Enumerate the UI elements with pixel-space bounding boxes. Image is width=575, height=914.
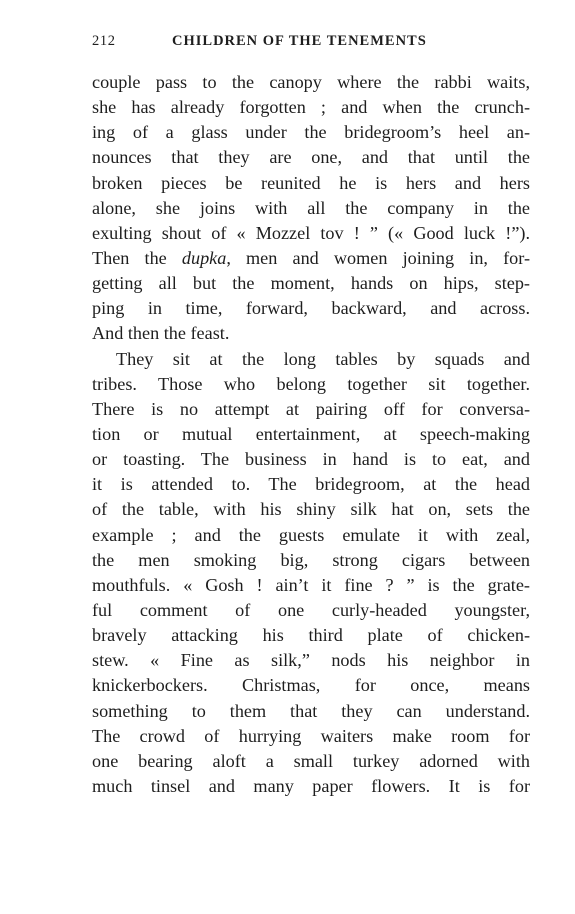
text-line: she has already forgotten ; and when the crunch-	[92, 97, 530, 118]
text-line: alone, she joins with all the company in the	[92, 197, 530, 218]
text-line: bravely attacking his third plate of chicken-	[92, 625, 530, 646]
text-line: The crowd of hurrying waiters make room for	[92, 725, 530, 746]
body-text	[92, 70, 530, 799]
italic-word: dupka	[181, 247, 227, 268]
text-line: much tinsel and many paper flowers. It is for	[92, 775, 530, 796]
text-line: ful comment of one curly-headed youngster,	[92, 599, 530, 620]
running-head: CHILDREN OF THE TENEMENTS	[172, 33, 427, 49]
text-line: knickerbockers. Christmas, for once, means	[92, 675, 530, 696]
text-line: or toasting. The business in hand is to eat, and	[92, 449, 530, 470]
text-line: ing of a glass under the bridegroom’s heel an-	[92, 122, 530, 143]
text-segment: Then the	[92, 247, 182, 268]
text-line: of the table, with his shiny silk hat on, sets the	[92, 499, 530, 520]
text-segment: , men and women joining in, for-	[226, 247, 530, 268]
text-line: ping in time, forward, backward, and across.	[92, 298, 530, 319]
text-line: broken pieces be reunited he is hers and hers	[92, 172, 530, 193]
text-line: couple pass to the canopy where the rabbi waits,	[92, 72, 530, 92]
text-line: exulting shout of « Mozzel tov ! ” (« Good luck !”).	[92, 222, 530, 243]
text-line	[92, 246, 530, 271]
text-line: it is attended to. The bridegroom, at the head	[92, 474, 530, 495]
text-line: They sit at the long tables by squads and	[116, 348, 530, 369]
text-line: tion or mutual entertainment, at speech-making	[92, 423, 530, 444]
text-line: stew. « Fine as silk,” nods his neighbor in	[92, 650, 530, 671]
text-line: tribes. Those who belong together sit together.	[92, 373, 530, 394]
page-header	[92, 33, 532, 55]
text-line: something to them that they can understand.	[92, 700, 530, 721]
text-line: example ; and the guests emulate it with zeal,	[92, 524, 530, 545]
text-line: nounces that they are one, and that until the	[92, 147, 530, 168]
text-line: getting all but the moment, hands on hips, step-	[92, 273, 530, 294]
text-line: the men smoking big, strong cigars between	[92, 549, 530, 570]
text-line: And then the feast.	[92, 323, 230, 344]
text-line: one bearing aloft a small turkey adorned with	[92, 750, 530, 771]
page-number: 212	[92, 33, 116, 49]
text-line: There is no attempt at pairing off for conversa-	[92, 398, 530, 419]
text-line: mouthfuls. « Gosh ! ain’t it fine ? ” is the grate-	[92, 574, 530, 595]
